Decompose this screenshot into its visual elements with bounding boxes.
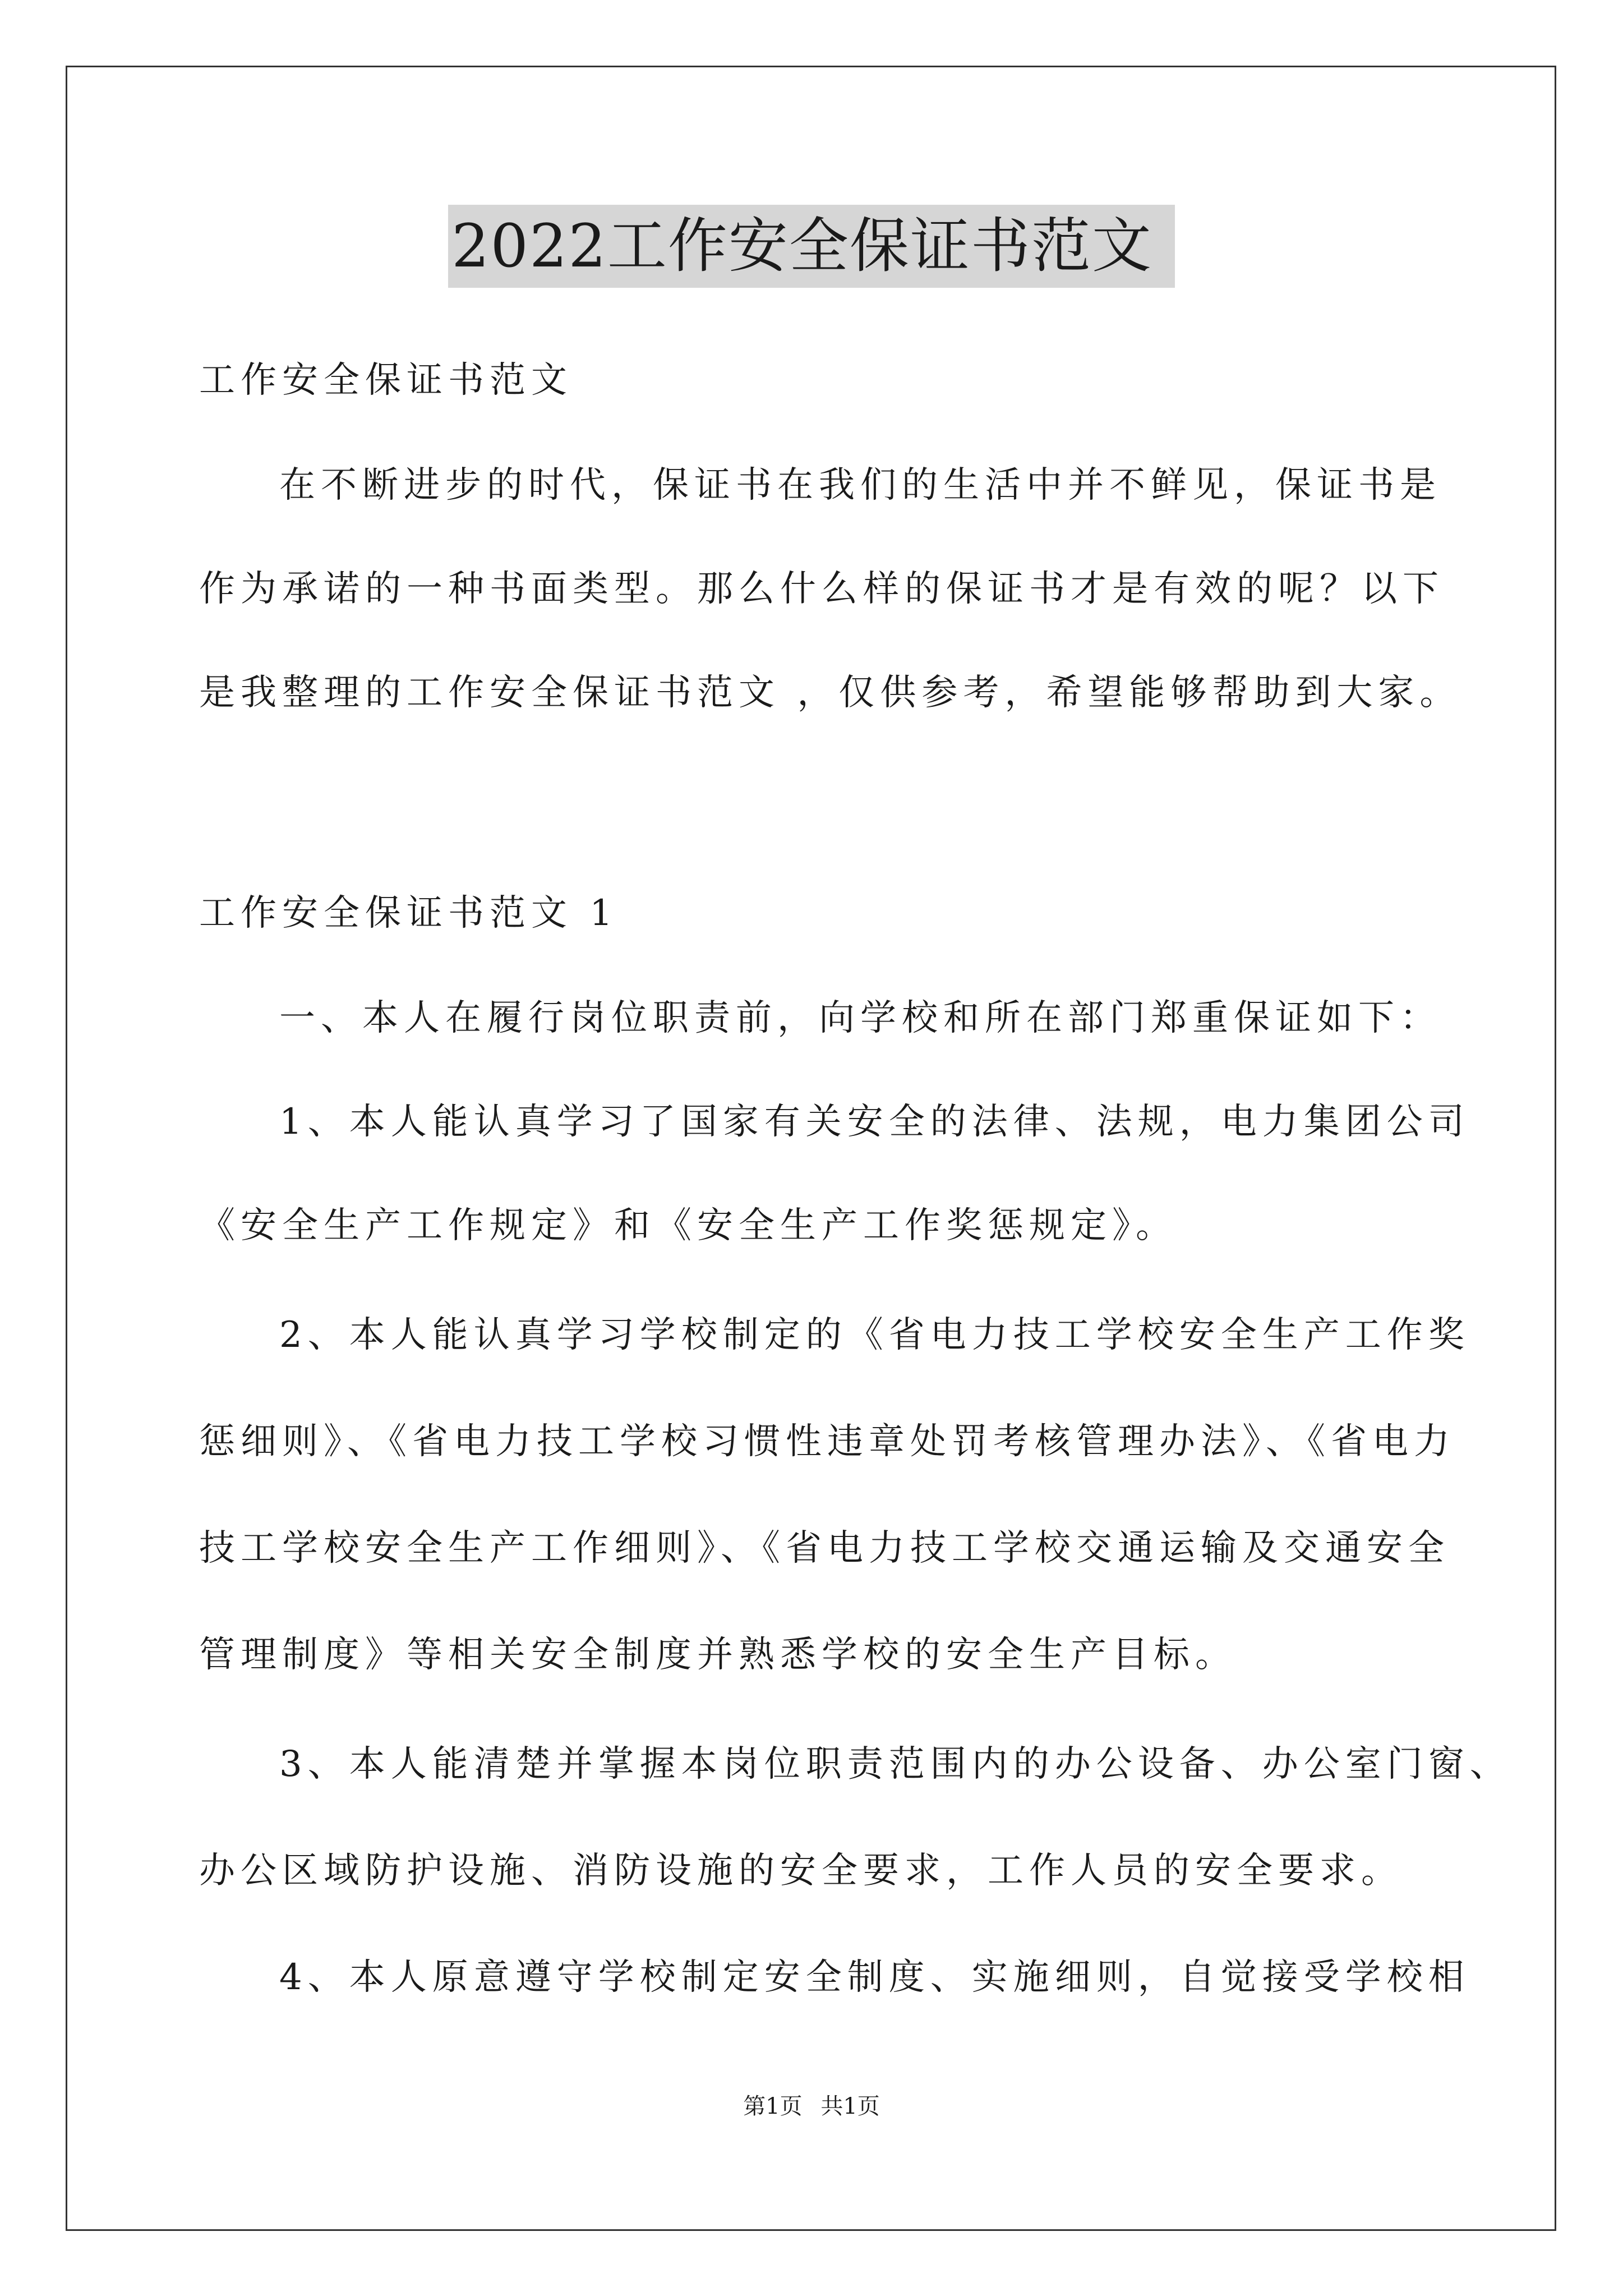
body-line: 惩细则》、《省电力技工学校习惯性违章处罚考核管理办法》、《省电力 [199, 1421, 1455, 1462]
body-line: 1、本人能认真学习了国家有关安全的法律、法规，电力集团公司 [279, 1101, 1470, 1143]
body-line: 2、本人能认真学习学校制定的《省电力技工学校安全生产工作奖 [279, 1314, 1470, 1356]
body-line: 《安全生产工作规定》和《安全生产工作奖惩规定》。 [199, 1205, 1177, 1246]
document-title: 2022工作安全保证书范文 [448, 205, 1175, 288]
section-heading: 工作安全保证书范文 1 [199, 892, 619, 934]
page-number: 第1页 [743, 2093, 803, 2119]
title-container [0, 205, 1623, 288]
page-footer [0, 2090, 1623, 2123]
body-line: 技工学校安全生产工作细则》、《省电力技工学校交通运输及交通安全 [199, 1527, 1450, 1569]
intro-line: 是我整理的工作安全保证书范文 ，仅供参考，希望能够帮助到大家。 [199, 672, 1461, 714]
body-line: 办公区域防护设施、消防设施的安全要求，工作人员的安全要求。 [199, 1850, 1403, 1892]
body-line: 4、本人原意遵守学校制定安全制度、实施细则，自觉接受学校相 [279, 1957, 1470, 1998]
body-line: 3、本人能清楚并掌握本岗位职责范围内的办公设备、办公室门窗、 [279, 1743, 1511, 1785]
intro-line: 作为承诺的一种书面类型。那么什么样的保证书才是有效的呢？以下 [199, 568, 1444, 610]
body-line: 管理制度》等相关安全制度并熟悉学校的安全生产目标。 [199, 1634, 1237, 1676]
subtitle: 工作安全保证书范文 [199, 360, 573, 401]
total-pages: 共1页 [820, 2093, 880, 2119]
body-line: 一、本人在履行岗位职责前，向学校和所在部门郑重保证如下： [279, 997, 1441, 1039]
intro-line: 在不断进步的时代，保证书在我们的生活中并不鲜见，保证书是 [279, 464, 1441, 506]
